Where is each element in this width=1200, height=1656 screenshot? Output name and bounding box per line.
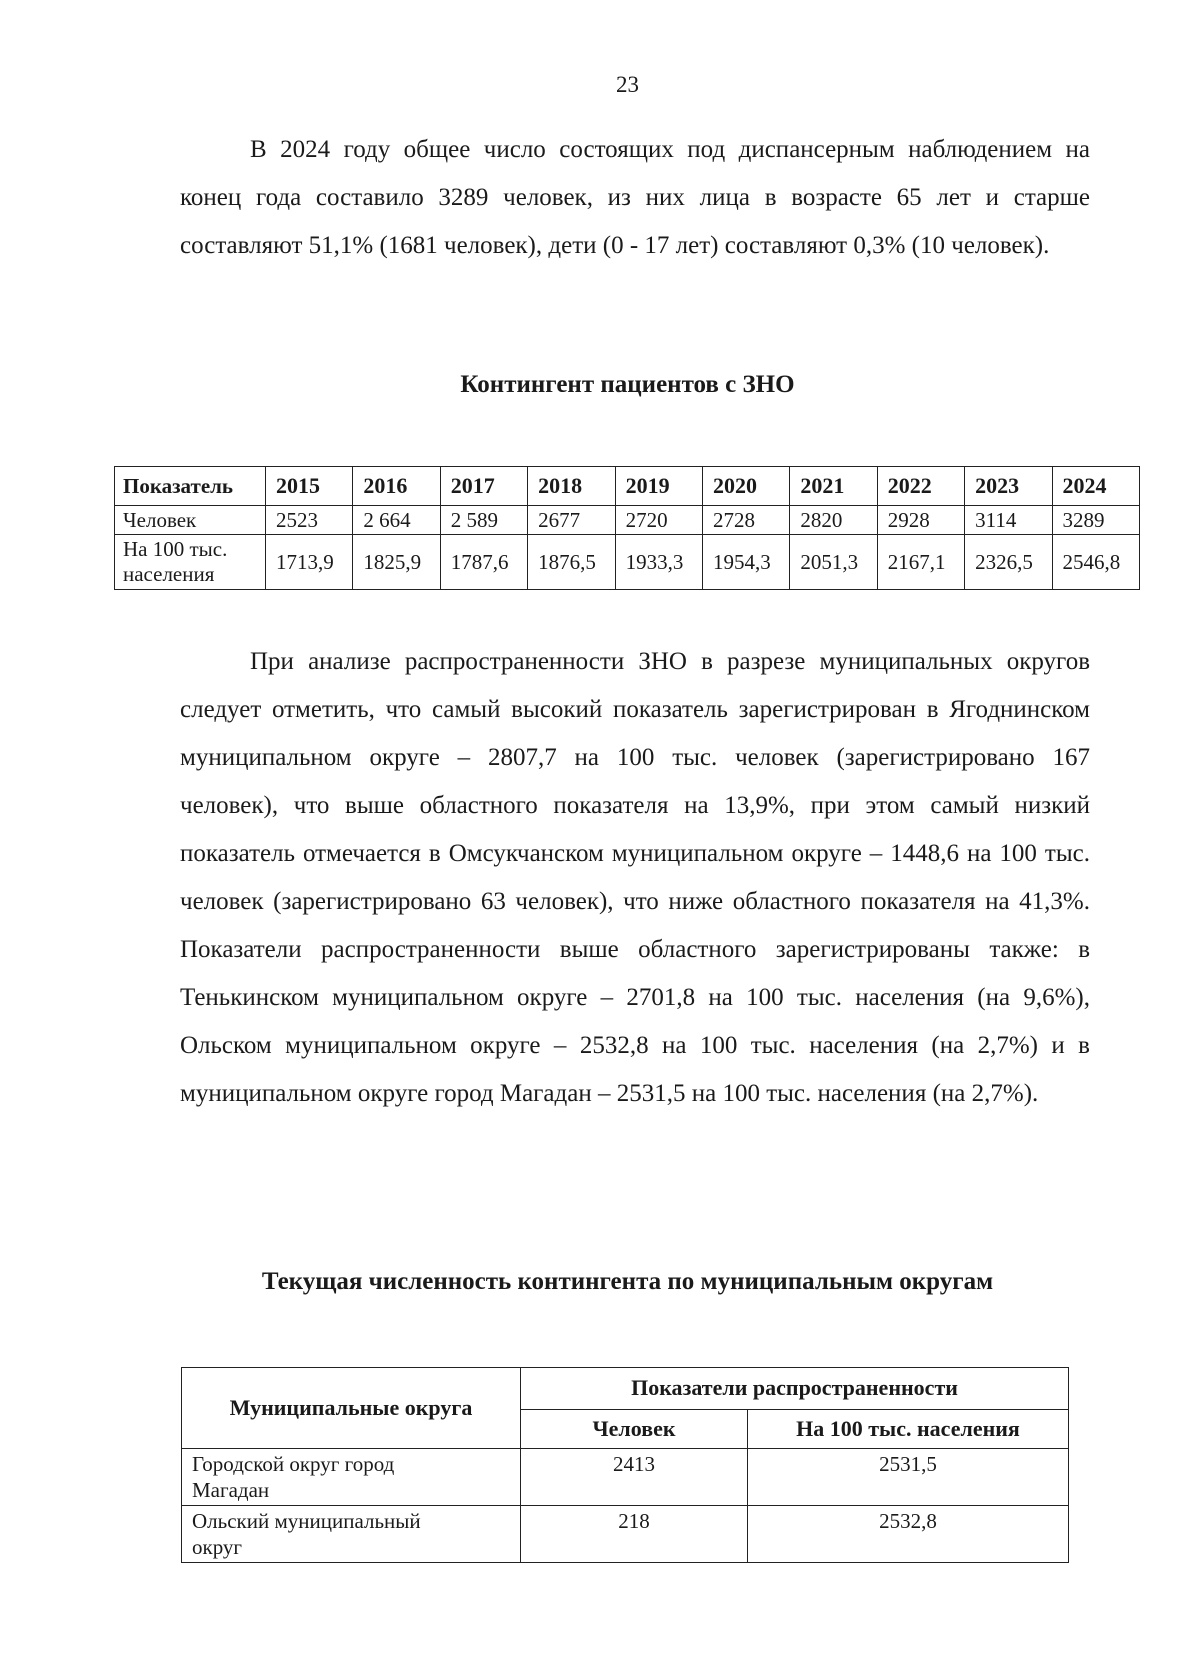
table-cell: 2546,8 (1052, 535, 1139, 590)
district-name-line1: Городской округ город (192, 1452, 395, 1476)
header-per-100k: На 100 тыс. населения (748, 1409, 1069, 1449)
table-cell: 2 664 (353, 506, 440, 535)
paragraph-text: При анализе распространенности ЗНО в разрезе муниципальных округов следует отметить, что самый высокий показатель зарегистрирован в Ягоднинском муниципальном округе – 2807,7 на 100 тыс. человек (зарегистрировано 167 человек), что выше областного показателя на 13,9%, при этом самый низкий показатель отмечается в Омсукчанском муниципальном округе – 1448,6 на 100 тыс. человек (зарегистрировано 63 человек), что ниже областного показателя на 41,3%. Показатели распространенности выше областного зарегистрированы также: в Тенькинском муниципальном округе – 2701,8 на 100 тыс. населения (на 9,6%), Ольском муниципальном округе – 2532,8 на 100 тыс. населения (на 2,7%) и в муниципальном округе город Магадан – 2531,5 на 100 тыс. населения (на 2,7%). (180, 648, 1090, 1107)
table-cell: 1713,9 (266, 535, 353, 590)
header-municipal-districts: Муниципальные округа (182, 1368, 521, 1449)
table-cell: 2728 (702, 506, 789, 535)
paragraph-dispensary-observation (180, 126, 1090, 270)
paragraph-text: В 2024 году общее число состоящих под диспансерным наблюдением на конец года составило 3289 человек, из них лица в возрасте 65 лет и старше составляют 51,1% (1681 человек), дети (0 - 17 лет) составляют 0,3% (10 человек). (180, 136, 1090, 259)
table-row-per-100k (115, 535, 1140, 590)
district-name-line2: округ (192, 1535, 243, 1559)
table-cell: 2523 (266, 506, 353, 535)
district-name (182, 1506, 521, 1563)
table-cell: 1876,5 (528, 535, 615, 590)
header-year: 2024 (1052, 467, 1139, 506)
patient-contingent-table (114, 466, 1140, 590)
page-number: 23 (616, 72, 639, 97)
table-cell: 2720 (615, 506, 702, 535)
table-cell: 1825,9 (353, 535, 440, 590)
header-year: 2018 (528, 467, 615, 506)
district-name (182, 1449, 521, 1506)
table-row (182, 1506, 1069, 1563)
per-100k-value: 2531,5 (748, 1449, 1069, 1506)
table-row (182, 1449, 1069, 1506)
header-year: 2022 (877, 467, 964, 506)
header-year: 2021 (790, 467, 877, 506)
header-year: 2015 (266, 467, 353, 506)
table2-title: Текущая численность контингента по муниципальным округам (261, 1268, 994, 1295)
row-label: Человек (115, 506, 266, 535)
table-cell: 2677 (528, 506, 615, 535)
per-100k-value: 2532,8 (748, 1506, 1069, 1563)
row-label-line2: населения (123, 562, 215, 586)
table-cell: 1933,3 (615, 535, 702, 590)
paragraph-municipal-analysis (180, 638, 1090, 1118)
district-name-line2: Магадан (192, 1478, 270, 1502)
table-cell: 2928 (877, 506, 964, 535)
table-cell: 2 589 (440, 506, 527, 535)
table-row-people (115, 506, 1140, 535)
header-year: 2020 (702, 467, 789, 506)
header-year: 2023 (965, 467, 1052, 506)
people-count: 2413 (521, 1449, 748, 1506)
row-label (115, 535, 266, 590)
table1-title: Контингент пациентов с ЗНО (460, 371, 795, 398)
table-header-row (182, 1368, 1069, 1410)
table-cell: 2051,3 (790, 535, 877, 590)
header-indicator: Показатель (115, 467, 266, 506)
header-year: 2016 (353, 467, 440, 506)
municipal-contingent-table (181, 1367, 1069, 1563)
table-cell: 3289 (1052, 506, 1139, 535)
header-people: Человек (521, 1409, 748, 1449)
district-name-line1: Ольский муниципальный (192, 1509, 421, 1533)
people-count: 218 (521, 1506, 748, 1563)
row-label-line1: На 100 тыс. (123, 537, 228, 561)
table-header-row (115, 467, 1140, 506)
header-year: 2017 (440, 467, 527, 506)
table-cell: 3114 (965, 506, 1052, 535)
table-cell: 2326,5 (965, 535, 1052, 590)
table-cell: 1954,3 (702, 535, 789, 590)
table-cell: 1787,6 (440, 535, 527, 590)
header-year: 2019 (615, 467, 702, 506)
header-prevalence: Показатели распространенности (521, 1368, 1069, 1410)
table-cell: 2167,1 (877, 535, 964, 590)
table-cell: 2820 (790, 506, 877, 535)
